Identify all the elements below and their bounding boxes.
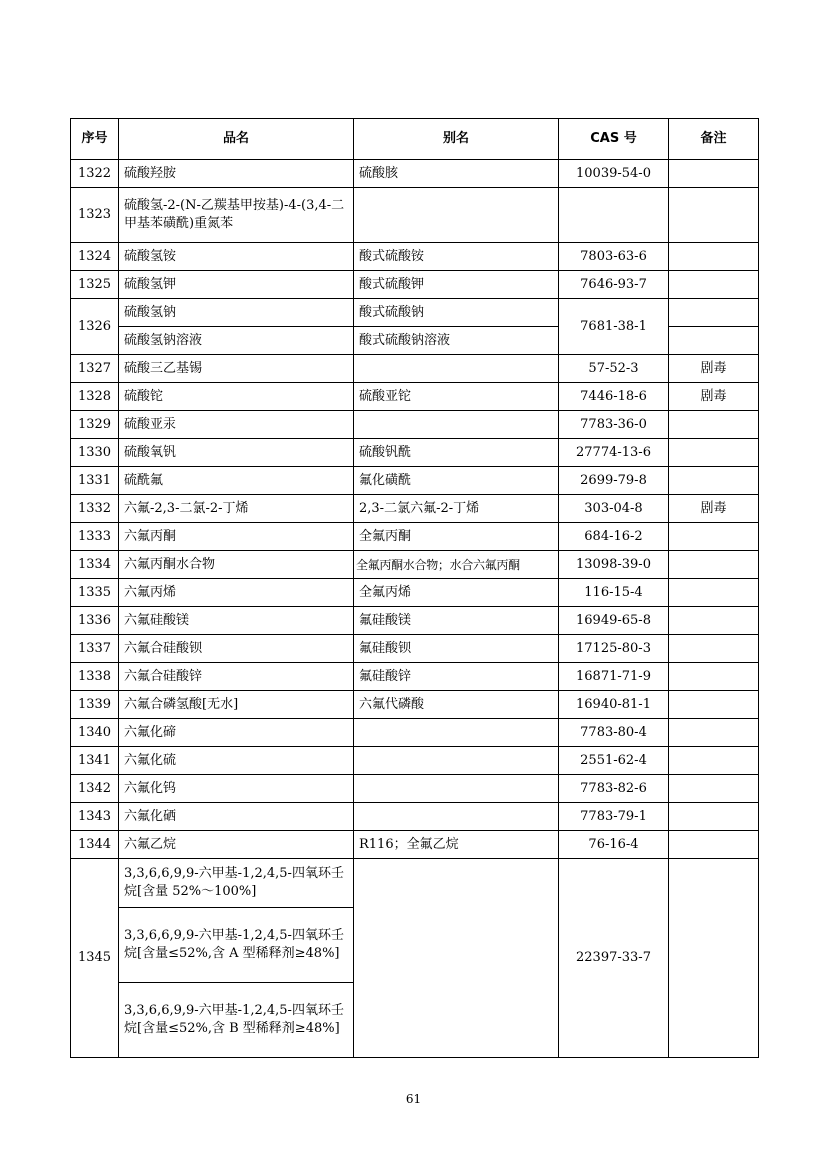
row-alias — [354, 747, 559, 775]
chemical-table — [70, 118, 759, 1058]
row-note — [669, 747, 759, 775]
row-name: 硫酸氢铵 — [119, 243, 354, 271]
row-note — [669, 160, 759, 188]
table-row — [71, 803, 759, 831]
row-note — [669, 607, 759, 635]
row-name: 3,3,6,6,9,9-六甲基-1,2,4,5-四氧环壬烷[含量≤52%,含 B 型稀释剂≥48%] — [119, 983, 354, 1058]
table-row — [71, 411, 759, 439]
row-alias — [354, 411, 559, 439]
row-alias: 硫酸钒酰 — [354, 439, 559, 467]
row-alias: 六氟代磷酸 — [354, 691, 559, 719]
row-cas: 7783-80-4 — [559, 719, 669, 747]
row-name: 六氟硅酸镁 — [119, 607, 354, 635]
row-alias — [354, 188, 559, 243]
row-cas: 684-16-2 — [559, 523, 669, 551]
row-cas: 16949-65-8 — [559, 607, 669, 635]
row-cas: 13098-39-0 — [559, 551, 669, 579]
row-note — [669, 859, 759, 1058]
row-alias: 酸式硫酸钠溶液 — [354, 327, 559, 355]
table-row — [71, 495, 759, 523]
row-no: 1331 — [71, 467, 119, 495]
row-name: 硫酰氟 — [119, 467, 354, 495]
header-cas: CAS 号 — [559, 119, 669, 160]
row-alias: 酸式硫酸铵 — [354, 243, 559, 271]
row-note — [669, 579, 759, 607]
row-note — [669, 467, 759, 495]
row-no: 1326 — [71, 299, 119, 355]
row-note — [669, 188, 759, 243]
table-row — [71, 271, 759, 299]
row-name: 硫酸羟胺 — [119, 160, 354, 188]
header-name: 品名 — [119, 119, 354, 160]
row-no: 1324 — [71, 243, 119, 271]
row-name: 六氟合硅酸锌 — [119, 663, 354, 691]
row-cas: 7681-38-1 — [559, 299, 669, 355]
row-cas: 17125-80-3 — [559, 635, 669, 663]
row-cas: 7446-18-6 — [559, 383, 669, 411]
row-no: 1338 — [71, 663, 119, 691]
row-note — [669, 327, 759, 355]
header-no: 序号 — [71, 119, 119, 160]
row-name: 硫酸三乙基锡 — [119, 355, 354, 383]
row-alias — [354, 719, 559, 747]
row-cas: 27774-13-6 — [559, 439, 669, 467]
row-no: 1337 — [71, 635, 119, 663]
row-no: 1339 — [71, 691, 119, 719]
row-cas: 116-15-4 — [559, 579, 669, 607]
header-alias: 别名 — [354, 119, 559, 160]
row-no: 1340 — [71, 719, 119, 747]
row-no: 1332 — [71, 495, 119, 523]
row-cas: 7783-82-6 — [559, 775, 669, 803]
row-name: 六氟合磷氢酸[无水] — [119, 691, 354, 719]
table-row — [71, 188, 759, 243]
row-no: 1344 — [71, 831, 119, 859]
table-row — [71, 859, 759, 908]
row-no: 1342 — [71, 775, 119, 803]
row-name: 六氟丙酮 — [119, 523, 354, 551]
row-alias: 全氟丙烯 — [354, 579, 559, 607]
row-note: 剧毒 — [669, 383, 759, 411]
row-no: 1329 — [71, 411, 119, 439]
row-note — [669, 803, 759, 831]
page-number: 61 — [405, 1092, 422, 1106]
row-alias: 酸式硫酸钾 — [354, 271, 559, 299]
row-cas: 57-52-3 — [559, 355, 669, 383]
row-alias: 硫酸亚铊 — [354, 383, 559, 411]
table-row — [71, 160, 759, 188]
row-note — [669, 831, 759, 859]
row-no: 1336 — [71, 607, 119, 635]
table-row — [71, 747, 759, 775]
row-cas: 16871-71-9 — [559, 663, 669, 691]
table-row — [71, 299, 759, 327]
row-no: 1335 — [71, 579, 119, 607]
row-name: 硫酸氢钾 — [119, 271, 354, 299]
row-cas: 2551-62-4 — [559, 747, 669, 775]
row-note — [669, 299, 759, 327]
table-row — [71, 383, 759, 411]
row-cas: 10039-54-0 — [559, 160, 669, 188]
row-alias — [354, 355, 559, 383]
row-name: 六氟化碲 — [119, 719, 354, 747]
row-alias — [354, 859, 559, 1058]
row-no: 1327 — [71, 355, 119, 383]
row-name: 硫酸亚汞 — [119, 411, 354, 439]
row-cas: 303-04-8 — [559, 495, 669, 523]
row-alias: R116；全氟乙烷 — [354, 831, 559, 859]
row-cas: 7783-36-0 — [559, 411, 669, 439]
row-cas: 7803-63-6 — [559, 243, 669, 271]
row-alias: 酸式硫酸钠 — [354, 299, 559, 327]
row-no: 1343 — [71, 803, 119, 831]
table-row — [71, 355, 759, 383]
row-cas: 16940-81-1 — [559, 691, 669, 719]
row-note — [669, 719, 759, 747]
row-name: 六氟丙酮水合物 — [119, 551, 354, 579]
table-row — [71, 719, 759, 747]
row-alias: 全氟丙酮水合物；水合六氟丙酮 — [354, 551, 559, 579]
row-name: 3,3,6,6,9,9-六甲基-1,2,4,5-四氧环壬烷[含量 52%～100%] — [119, 859, 354, 908]
row-alias: 氟硅酸镁 — [354, 607, 559, 635]
row-cas: 7783-79-1 — [559, 803, 669, 831]
row-alias — [354, 775, 559, 803]
row-note — [669, 243, 759, 271]
row-alias: 氟硅酸锌 — [354, 663, 559, 691]
row-no: 1322 — [71, 160, 119, 188]
table-row — [71, 635, 759, 663]
row-note — [669, 551, 759, 579]
row-name: 六氟乙烷 — [119, 831, 354, 859]
table-row — [71, 467, 759, 495]
row-name: 硫酸氧钒 — [119, 439, 354, 467]
row-name: 六氟化硫 — [119, 747, 354, 775]
row-note — [669, 523, 759, 551]
row-name: 六氟合硅酸钡 — [119, 635, 354, 663]
row-name: 硫酸氢-2-(N-乙羰基甲按基)-4-(3,4-二甲基苯磺酰)重氮苯 — [119, 188, 354, 243]
row-note — [669, 775, 759, 803]
row-alias — [354, 803, 559, 831]
table-row — [71, 551, 759, 579]
row-no: 1330 — [71, 439, 119, 467]
table-row — [71, 243, 759, 271]
table-row — [71, 607, 759, 635]
row-name: 六氟丙烯 — [119, 579, 354, 607]
row-note — [669, 271, 759, 299]
row-cas: 7646-93-7 — [559, 271, 669, 299]
row-name: 硫酸氢钠 — [119, 299, 354, 327]
row-note: 剧毒 — [669, 495, 759, 523]
row-note — [669, 663, 759, 691]
row-note — [669, 691, 759, 719]
row-cas — [559, 188, 669, 243]
row-name: 硫酸氢钠溶液 — [119, 327, 354, 355]
row-no: 1334 — [71, 551, 119, 579]
row-cas: 76-16-4 — [559, 831, 669, 859]
row-alias: 2,3-二氯六氟-2-丁烯 — [354, 495, 559, 523]
row-no: 1345 — [71, 859, 119, 1058]
table-header-row — [71, 119, 759, 160]
row-name: 六氟-2,3-二氯-2-丁烯 — [119, 495, 354, 523]
row-name: 硫酸铊 — [119, 383, 354, 411]
table-row — [71, 775, 759, 803]
row-note — [669, 411, 759, 439]
row-alias: 硫酸胲 — [354, 160, 559, 188]
row-note — [669, 635, 759, 663]
table-row — [71, 691, 759, 719]
row-note — [669, 439, 759, 467]
row-name: 3,3,6,6,9,9-六甲基-1,2,4,5-四氧环壬烷[含量≤52%,含 A 型稀释剂≥48%] — [119, 908, 354, 983]
table-row — [71, 523, 759, 551]
row-alias: 氟硅酸钡 — [354, 635, 559, 663]
header-note: 备注 — [669, 119, 759, 160]
row-alias: 氟化磺酰 — [354, 467, 559, 495]
table-row — [71, 831, 759, 859]
row-no: 1323 — [71, 188, 119, 243]
row-cas: 22397-33-7 — [559, 859, 669, 1058]
row-cas: 2699-79-8 — [559, 467, 669, 495]
table-row — [71, 439, 759, 467]
row-no: 1333 — [71, 523, 119, 551]
table-row — [71, 579, 759, 607]
row-name: 六氟化硒 — [119, 803, 354, 831]
table-row — [71, 663, 759, 691]
row-alias: 全氟丙酮 — [354, 523, 559, 551]
row-name: 六氟化钨 — [119, 775, 354, 803]
row-no: 1328 — [71, 383, 119, 411]
row-no: 1325 — [71, 271, 119, 299]
row-note: 剧毒 — [669, 355, 759, 383]
row-no: 1341 — [71, 747, 119, 775]
